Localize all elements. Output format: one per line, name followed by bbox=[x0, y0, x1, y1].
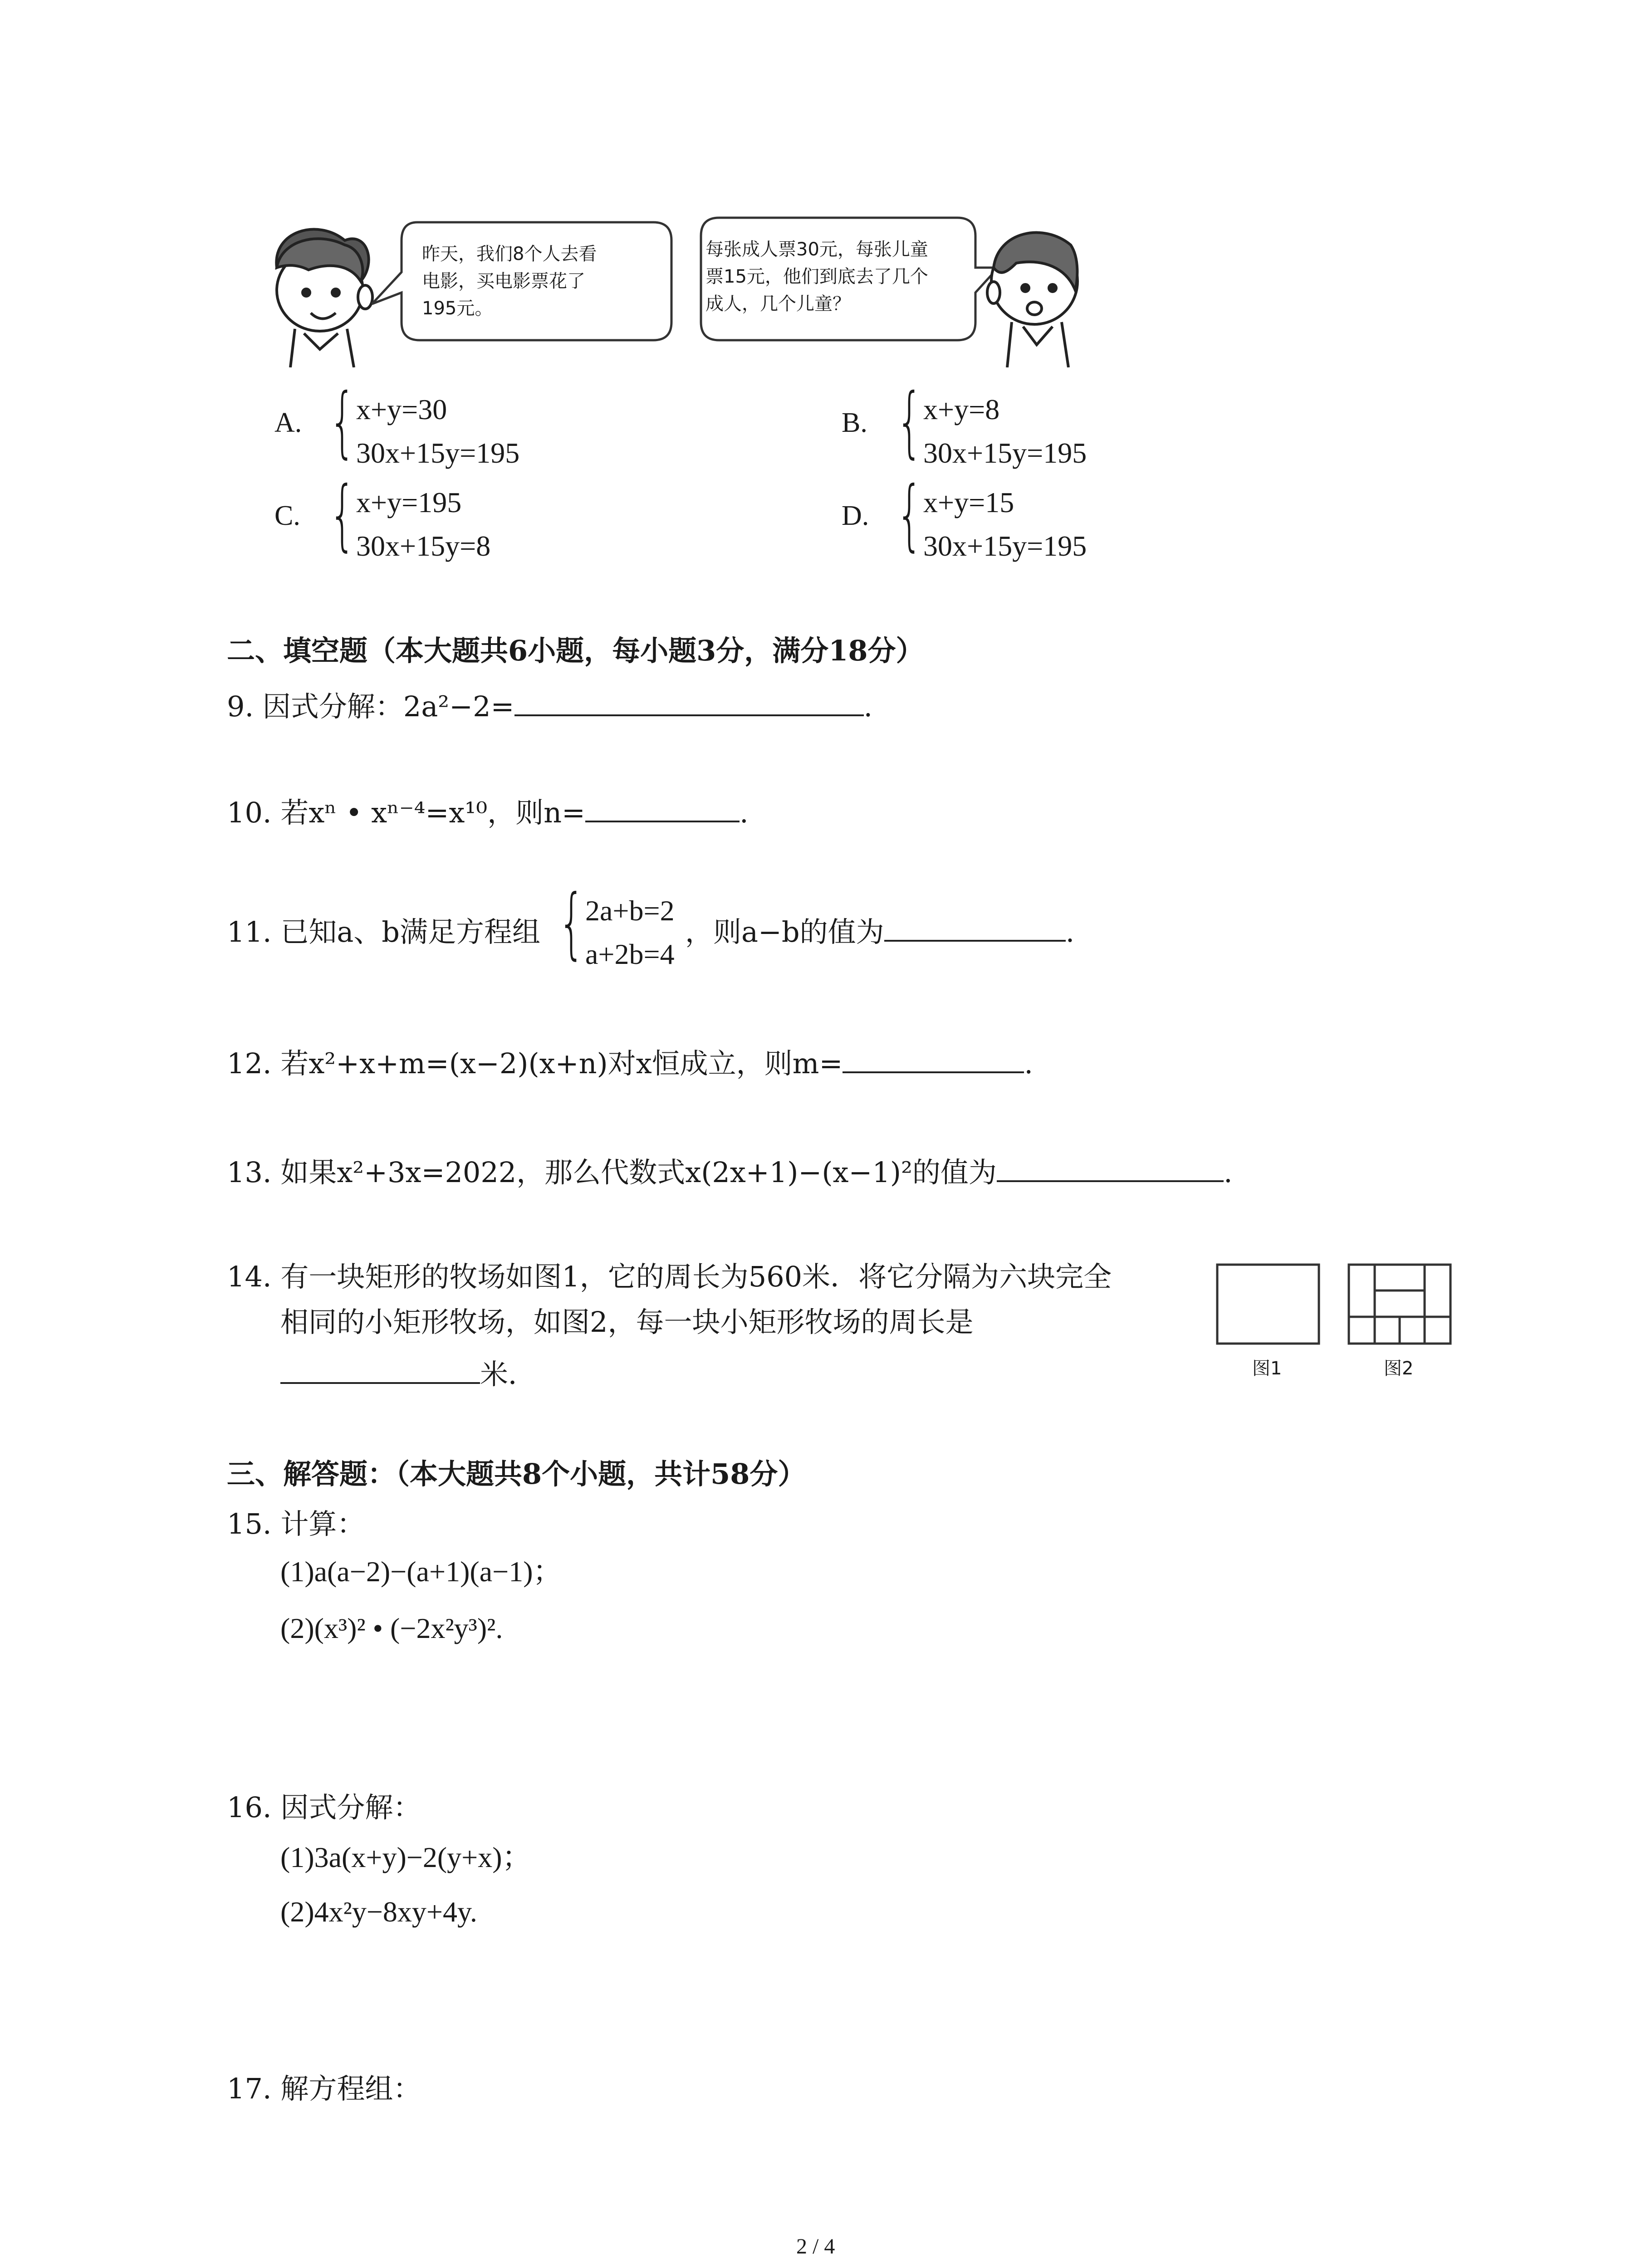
section-title: 二、填空题（本大题共6小题，每小题3分，满分18分） bbox=[227, 634, 924, 667]
brace-icon: { bbox=[896, 377, 923, 467]
question-number: 16. bbox=[227, 1791, 272, 1824]
question-number: 17. bbox=[227, 2072, 272, 2105]
figure-2-label: 图2 bbox=[1384, 1358, 1414, 1379]
answer-blank[interactable] bbox=[997, 1155, 1224, 1182]
question-12 bbox=[227, 1046, 1033, 1082]
question-number: 11. bbox=[227, 915, 272, 948]
question-text: 因式分解： bbox=[280, 1791, 421, 1824]
question-text: 若xⁿ • xⁿ⁻⁴=x¹⁰，则n= bbox=[280, 796, 585, 829]
equation-line: 2a+b=2 bbox=[585, 894, 675, 927]
question-text: 因式分解：2a²−2= bbox=[262, 690, 514, 723]
question-9 bbox=[227, 689, 872, 725]
question-text: 已知a、b满足方程组 bbox=[280, 915, 540, 948]
question-text: 相同的小矩形牧场，如图2，每一块小矩形牧场的周长是 bbox=[280, 1305, 974, 1339]
figure-2 bbox=[1347, 1263, 1452, 1345]
right-bubble-line: 票15元，他们到底去了几个 bbox=[705, 266, 928, 287]
answer-blank[interactable] bbox=[843, 1046, 1024, 1073]
option-label: B. bbox=[842, 407, 867, 438]
right-bubble-text bbox=[705, 236, 928, 318]
question-unit: 米． bbox=[480, 1358, 537, 1391]
answer-blank[interactable] bbox=[884, 914, 1066, 942]
brace-icon: { bbox=[558, 878, 585, 968]
question-end: . bbox=[1223, 1156, 1233, 1189]
left-bubble-line: 195元。 bbox=[422, 298, 493, 319]
answer-blank[interactable] bbox=[514, 689, 864, 716]
equation-line: 30x+15y=195 bbox=[356, 437, 520, 469]
figure-1 bbox=[1216, 1263, 1320, 1345]
equation-line: 30x+15y=195 bbox=[923, 437, 1087, 469]
sub-question: (1)3a(x+y)−2(y+x)； bbox=[280, 1841, 531, 1873]
option-label: A. bbox=[274, 407, 302, 438]
question-number: 10. bbox=[227, 796, 272, 829]
question-number: 13. bbox=[227, 1156, 272, 1189]
answer-blank[interactable] bbox=[585, 795, 740, 822]
question-11 bbox=[227, 878, 1134, 980]
brace-icon: { bbox=[896, 470, 923, 560]
question-text: 有一块矩形的牧场如图1，它的周长为560米．将它分隔为六块完全 bbox=[280, 1260, 1112, 1293]
question-end: . bbox=[739, 796, 749, 829]
question-13 bbox=[227, 1154, 1233, 1191]
page-number: 2 / 4 bbox=[796, 2234, 835, 2258]
equation-line: 30x+15y=8 bbox=[356, 530, 491, 562]
option-label: D. bbox=[842, 500, 869, 531]
equation-line: x+y=195 bbox=[356, 486, 462, 518]
right-bubble-line: 每张成人票30元，每张儿童 bbox=[705, 239, 928, 260]
question-15 bbox=[227, 1506, 365, 1542]
question-10 bbox=[227, 795, 749, 831]
sub-question: (2)(x³)² • (−2x²y³)². bbox=[280, 1612, 503, 1644]
question-number: 12. bbox=[227, 1047, 272, 1080]
question-text: 若x²+x+m=(x−2)(x+n)对x恒成立，则m= bbox=[280, 1047, 843, 1080]
question-number: 9. bbox=[227, 690, 254, 723]
sub-question: (2)4x²y−8xy+4y. bbox=[280, 1896, 477, 1928]
brace-icon: { bbox=[329, 470, 356, 560]
sub-question: (1)a(a−2)−(a+1)(a−1)； bbox=[280, 1555, 562, 1588]
question-17 bbox=[227, 2071, 421, 2107]
answer-blank[interactable] bbox=[280, 1357, 480, 1384]
left-bubble-line: 昨天，我们8个人去看 bbox=[422, 244, 597, 264]
question-text: 解方程组： bbox=[280, 2072, 421, 2105]
option-label: C. bbox=[274, 500, 300, 531]
equation-line: x+y=8 bbox=[923, 393, 1000, 425]
question-end: . bbox=[863, 690, 873, 723]
equation-line: a+2b=4 bbox=[585, 938, 675, 970]
equation-line: x+y=15 bbox=[923, 486, 1014, 518]
question-text: 如果x²+3x=2022，那么代数式x(2x+1)−(x−1)²的值为 bbox=[280, 1156, 997, 1189]
left-boy-icon bbox=[276, 230, 372, 367]
right-bubble-line: 成人，几个儿童？ bbox=[705, 293, 851, 314]
equation-line: 30x+15y=195 bbox=[923, 530, 1087, 562]
left-bubble-line: 电影，买电影票花了 bbox=[422, 271, 585, 292]
question-number: 15. bbox=[227, 1507, 272, 1540]
left-bubble-text bbox=[422, 240, 597, 322]
question-16 bbox=[227, 1789, 421, 1826]
section-title: 三、解答题：（本大题共8个小题，共计58分） bbox=[227, 1457, 806, 1491]
brace-icon: { bbox=[329, 377, 356, 467]
question-number: 14. bbox=[227, 1260, 272, 1293]
cartoon-illustration bbox=[263, 213, 1080, 367]
equation-line: x+y=30 bbox=[356, 393, 447, 425]
question-text: 计算： bbox=[280, 1507, 365, 1540]
question-text: ，则a−b的值为 bbox=[685, 915, 884, 948]
right-boy-icon bbox=[987, 233, 1078, 367]
figure-1-label: 图1 bbox=[1252, 1358, 1282, 1379]
question-end: . bbox=[1065, 915, 1075, 948]
question-end: . bbox=[1024, 1047, 1034, 1080]
